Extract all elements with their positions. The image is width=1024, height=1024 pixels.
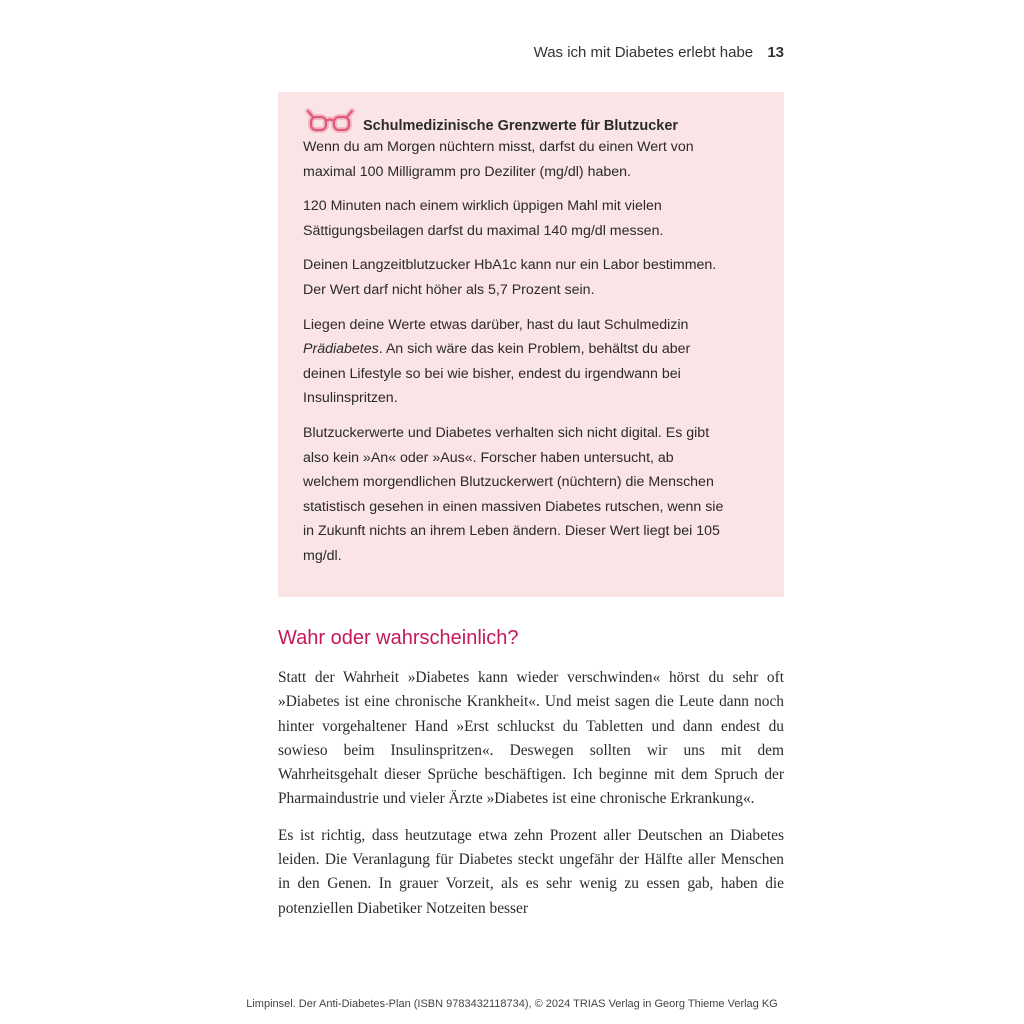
body-paragraph: Statt der Wahrheit »Diabetes kann wieder verschwinden« hörst du sehr oft »Diabetes ist eine chronische Krankheit«. Und meist sagen die Leute dann noch hinter vorgehaltener Hand »Erst schluckst du Tabletten und dann endest du sowieso beim Insulinspritzen«. Deswegen sollten wir uns mit dem Wahrheitsgehalt dieser Sprüche beschäftigen. Ich beginne mit dem Spruch der Pharmaindustrie und vieler Ärzte »Diabetes ist eine chronische Erkrankung«. (278, 669, 784, 808)
body-text (278, 666, 784, 933)
running-head (278, 44, 784, 61)
info-box-paragraph: Wenn du am Morgen nüchtern misst, darfst du einen Wert von maximal 100 Milligramm pro Deziliter (mg/dl) haben. (303, 139, 694, 180)
glasses-icon (305, 108, 355, 134)
info-box (278, 92, 784, 597)
info-box-text: . An sich wäre das kein Problem, behältst du aber deinen Lifestyle so bei wie bisher, endest du irgendwann bei Insulinspritzen. (303, 341, 691, 407)
info-box-paragraph: 120 Minuten nach einem wirklich üppigen Mahl mit vielen Sättigungsbeilagen darfst du maximal 140 mg/dl messen. (303, 198, 664, 239)
info-box-title: Schulmedizinische Grenzwerte für Blutzucker (363, 118, 679, 134)
page-number: 13 (767, 44, 784, 61)
info-box-emphasis: Prädiabetes (303, 341, 379, 358)
section-heading: Wahr oder wahrscheinlich? (278, 627, 519, 649)
running-head-title: Was ich mit Diabetes erlebt habe (533, 44, 754, 61)
info-box-paragraph (303, 313, 724, 411)
body-paragraph: Es ist richtig, dass heutzutage etwa zehn Prozent aller Deutschen an Diabetes leiden. Die Veranlagung für Diabetes steckt ungefähr der Hälfte aller Menschen in den Genen. In grauer Vorzeit, als es sehr wenig zu essen gab, haben die potenziellen Diabetiker Notzeiten besser (278, 826, 784, 917)
copyright-footer: Limpinsel. Der Anti-Diabetes-Plan (ISBN 9783432118734), © 2024 TRIAS Verlag in Georg Thieme Verlag KG (246, 998, 778, 1010)
info-box-header (303, 106, 724, 136)
info-box-paragraph: Deinen Langzeitblutzucker HbA1c kann nur ein Labor bestimmen. Der Wert darf nicht höher als 5,7 Prozent sein. (303, 257, 717, 298)
info-box-paragraph: Blutzuckerwerte und Diabetes verhalten sich nicht digital. Es gibt also kein »An« oder »Aus«. Forscher haben untersucht, ab welchem morgendlichen Blutzuckerwert (nüchtern) die Menschen statistisch gesehen in einen massiven Diabetes rutschen, wenn sie in Zukunft nichts an ihrem Leben ändern. Dieser Wert liegt bei 105 mg/dl. (303, 424, 724, 564)
info-box-text: Liegen deine Werte etwas darüber, hast du laut Schulmedizin (303, 316, 689, 333)
